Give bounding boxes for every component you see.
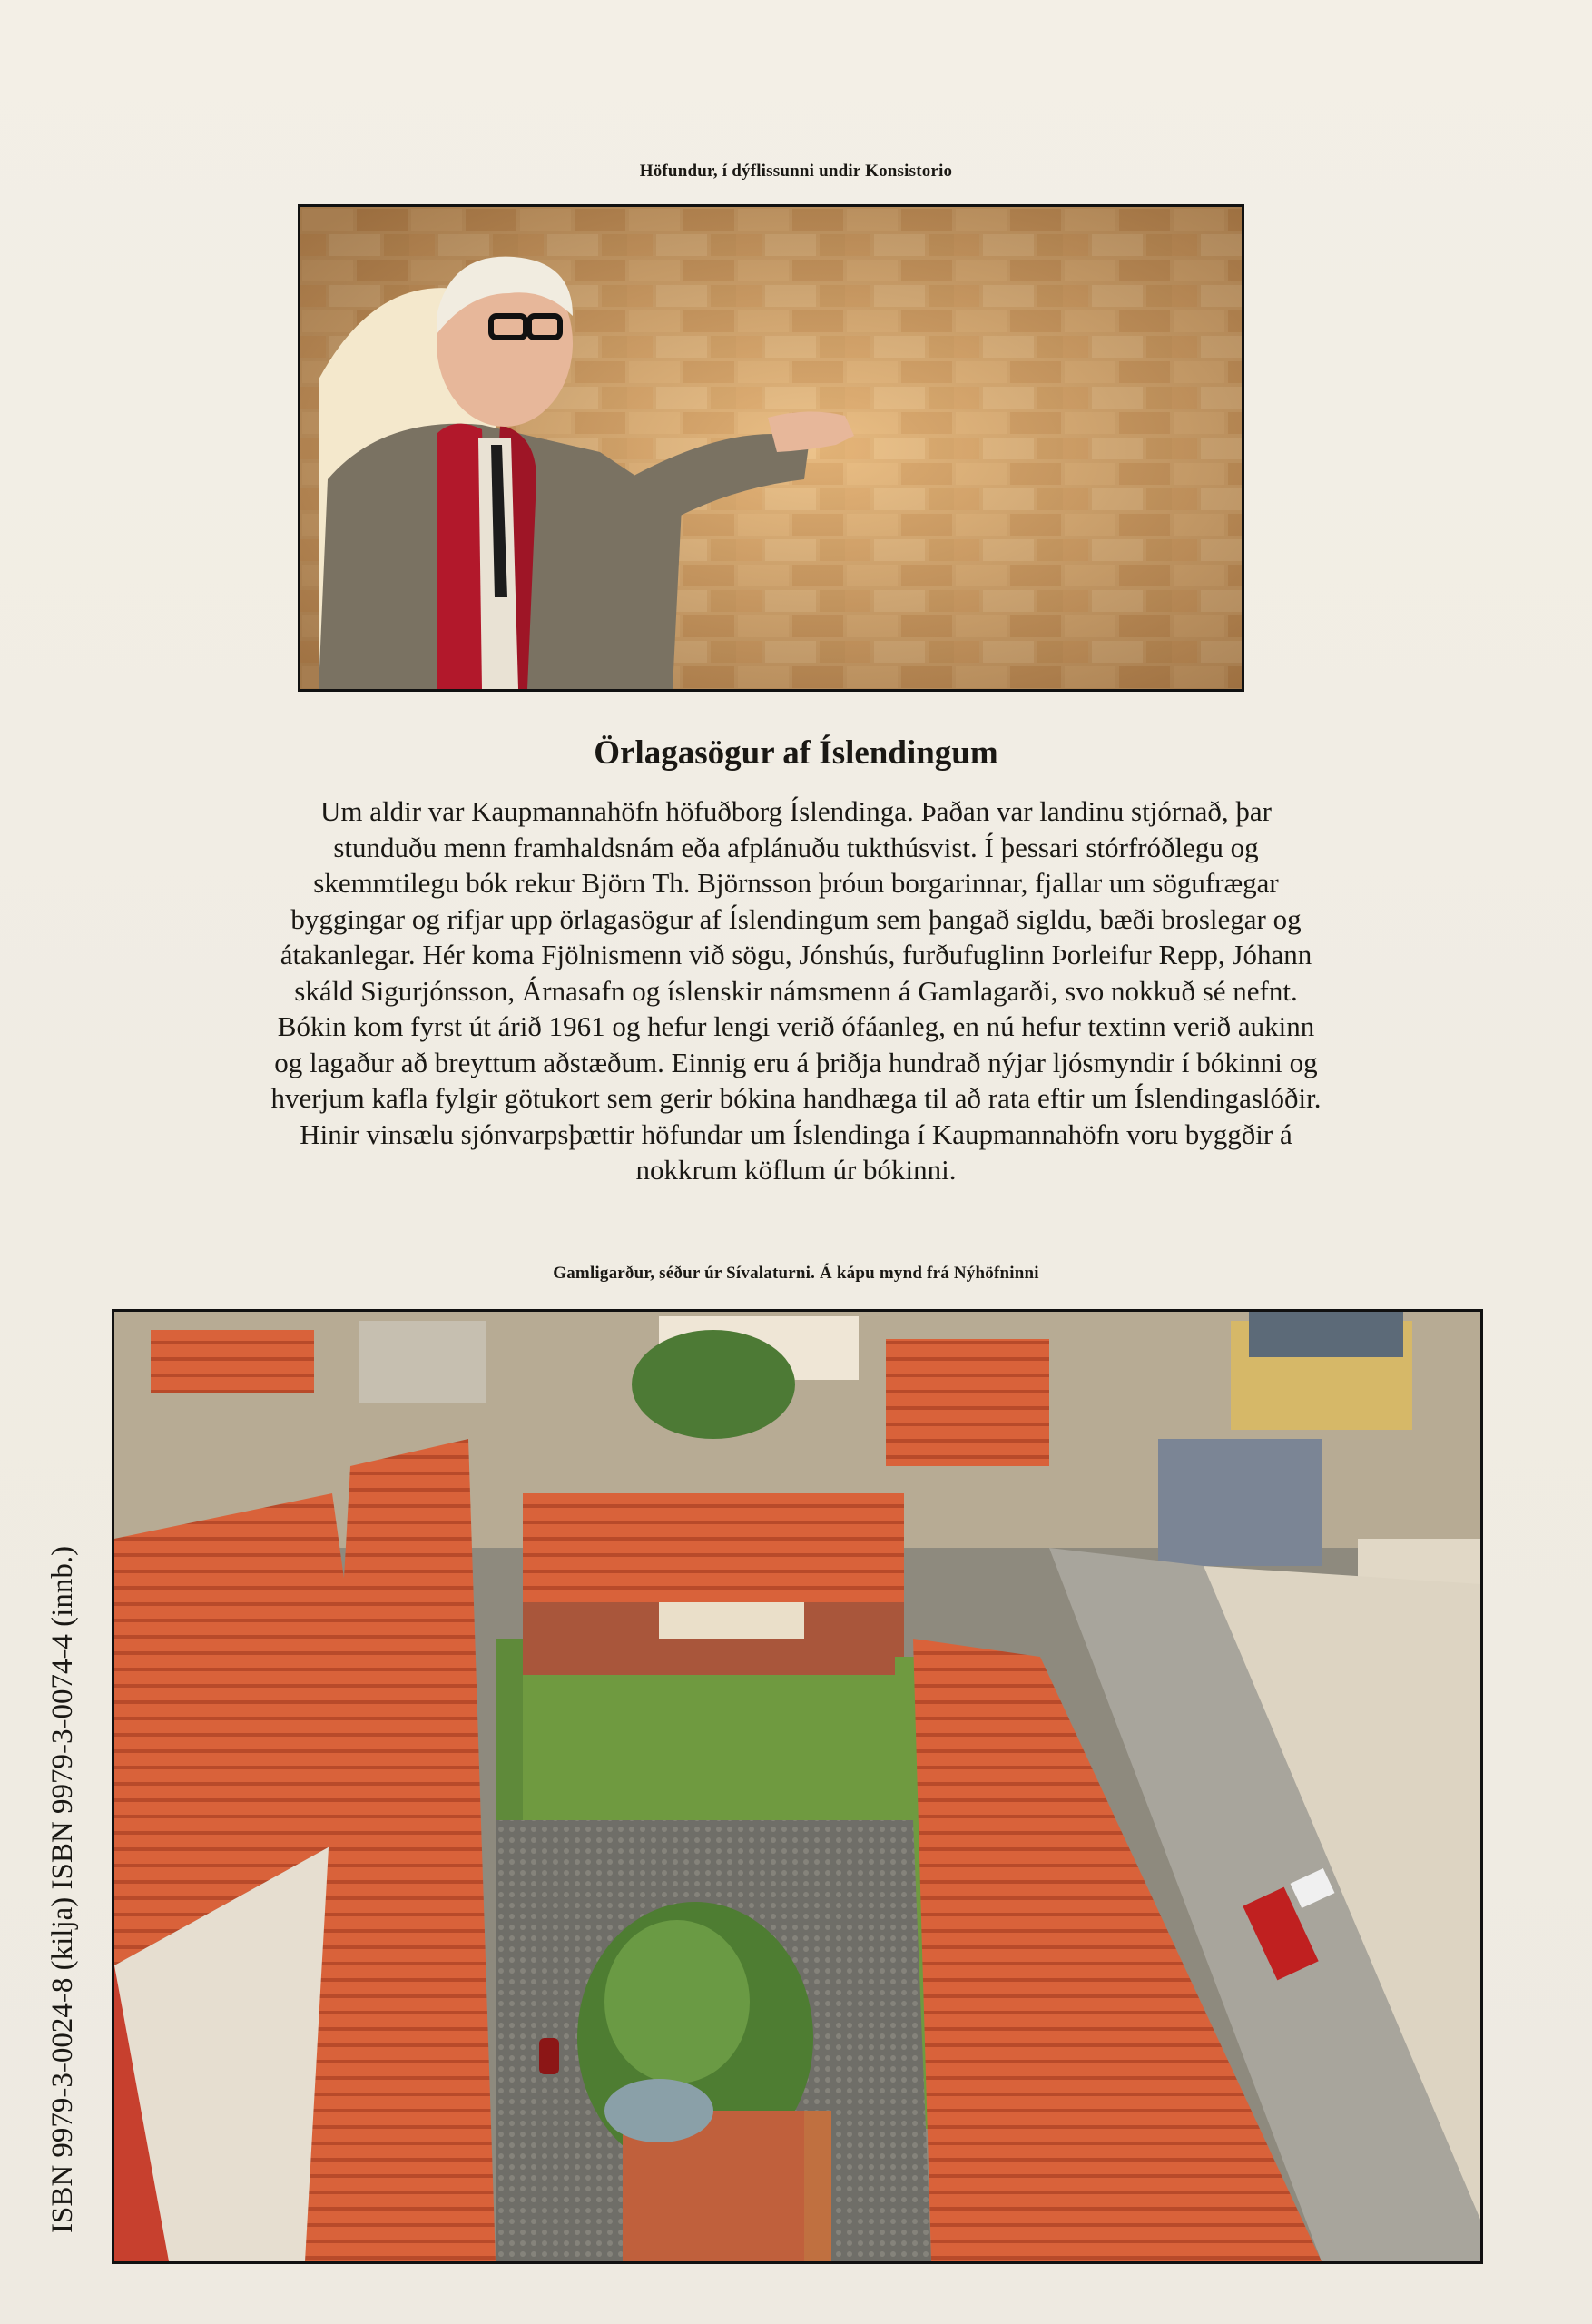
aerial-photo	[112, 1309, 1483, 2264]
description-line: skemmtilegu bók rekur Björn Th. Björnsson þróun borgarinnar, fjallar um sögufrægar	[313, 867, 1279, 899]
description-line: átakanlegar. Hér koma Fjölnismenn við sögu, Jónshús, furðufuglinn Þorleifur Repp, Jóhann	[280, 939, 1312, 970]
description-line: og lagaður að breyttum aðstæðum. Einnig eru á þriðja hundrað nýjar ljósmyndir í bókinni og	[274, 1046, 1318, 1078]
description-line: Um aldir var Kaupmannahöfn höfuðborg Íslendinga. Þaðan var landinu stjórnað, þar	[320, 795, 1272, 827]
author-photo	[298, 204, 1244, 692]
description-line: Hinir vinsælu sjónvarpsþættir höfundar um Íslendinga í Kaupmannahöfn voru byggðir á	[300, 1118, 1292, 1150]
top-photo-caption: Höfundur, í dýflissunni undir Konsistorio	[639, 162, 953, 181]
book-title: Örlagasögur af Íslendingum	[594, 734, 998, 772]
description	[227, 793, 1365, 1188]
description-line: nokkrum köflum úr bókinni.	[635, 1154, 957, 1186]
isbn-text: ISBN 9979-3-0024-8 (kilja) ISBN 9979-3-0074-4 (innb.)	[46, 1545, 79, 2233]
description-line: byggingar og rifjar upp örlagasögur af Íslendingum sem þangað sigldu, bæði broslegar og	[290, 902, 1302, 935]
bottom-photo-caption: Gamligarður, séður úr Sívalaturni. Á kápu mynd frá Nýhöfninni	[553, 1264, 1039, 1283]
description-line: stunduðu menn framhaldsnám eða afplánuðu tukthúsvist. Í þessari stórfróðlegu og	[333, 831, 1259, 863]
description-line: hverjum kafla fylgir götukort sem gerir bókina handhæga til að rata eftir um Íslendingaslóðir.	[270, 1082, 1322, 1114]
description-line: skáld Sigurjónsson, Árnasafn og íslenskir námsmenn á Gamlagarði, svo nokkuð sé nefnt.	[294, 974, 1298, 1007]
description-line: Bókin kom fyrst út árið 1961 og hefur lengi verið ófáanleg, en nú hefur textinn verið aukinn	[277, 1010, 1315, 1042]
